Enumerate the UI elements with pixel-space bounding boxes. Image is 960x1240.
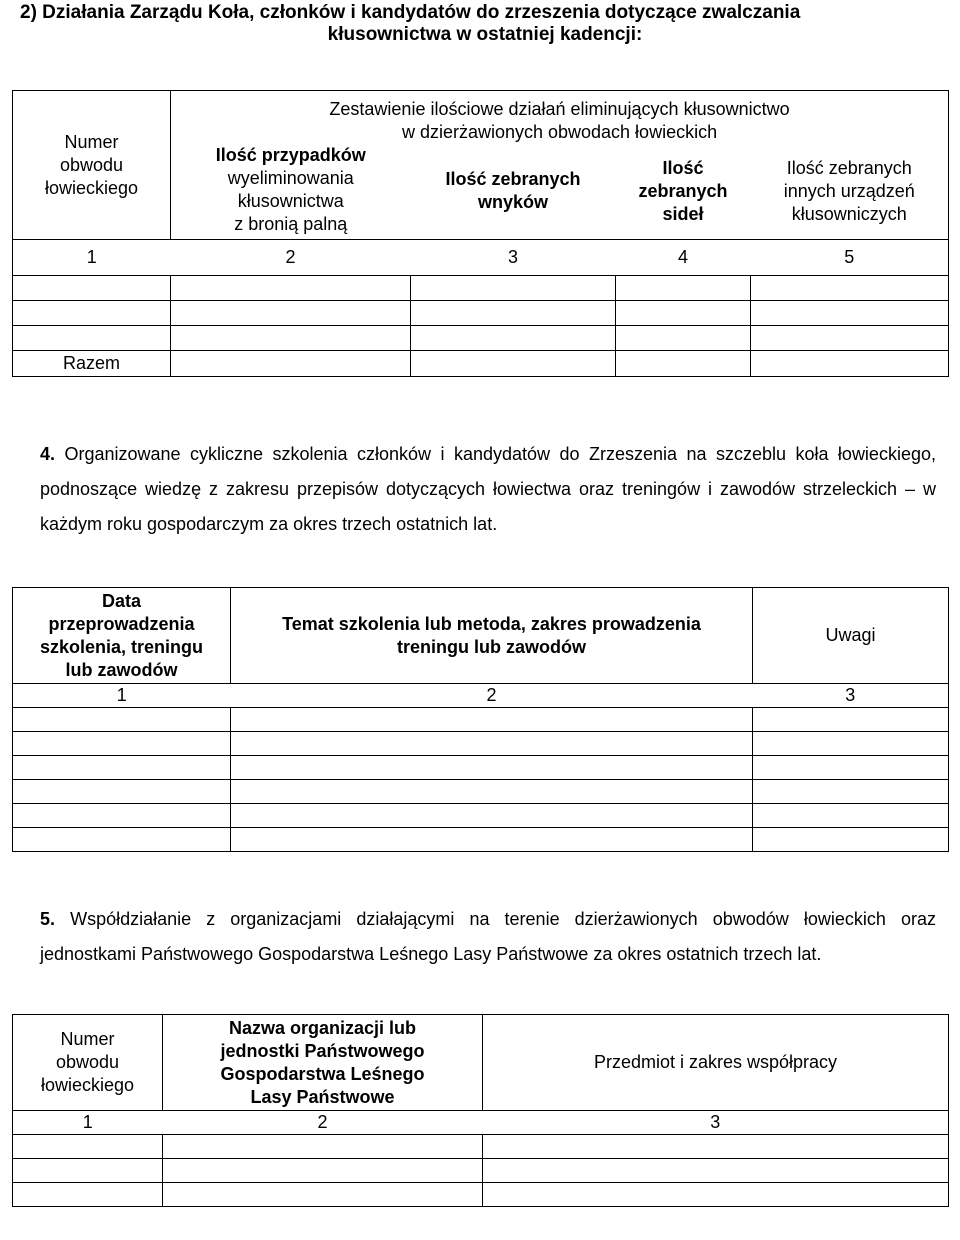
table-row (13, 301, 949, 326)
cell[interactable] (751, 351, 949, 377)
header-obwod-number: Numer obwodu łowieckiego (13, 1015, 163, 1111)
header-date: Data przeprowadzenia szkolenia, treningu lub zawodów (13, 588, 231, 684)
cell[interactable] (753, 708, 949, 732)
cell[interactable] (616, 351, 751, 377)
cell[interactable] (231, 804, 753, 828)
col-num-3: 3 (411, 240, 616, 276)
table-row (13, 326, 949, 351)
header-organization: Nazwa organizacji lub jednostki Państwowego Gospodarstwa Leśnego Lasy Państwowe (163, 1015, 483, 1111)
cell[interactable] (753, 828, 949, 852)
header-sidla: Ilość zebranych sideł (616, 144, 751, 240)
col-num-1: 1 (13, 240, 171, 276)
table-row (13, 732, 949, 756)
header-group-summary: Zestawienie ilościowe działań eliminujących kłusownictwo w dzierżawionych obwodach łowieckich (171, 91, 949, 144)
cell[interactable] (171, 301, 411, 326)
col-num-1: 1 (13, 684, 231, 708)
total-row (13, 351, 949, 377)
cell[interactable] (163, 1159, 483, 1183)
total-label: Razem (13, 351, 171, 377)
table-row (13, 780, 949, 804)
cell[interactable] (616, 301, 751, 326)
cell[interactable] (751, 326, 949, 351)
cell[interactable] (483, 1135, 949, 1159)
col-num-3: 3 (483, 1111, 949, 1135)
cell[interactable] (753, 804, 949, 828)
header-subject: Przedmiot i zakres współpracy (483, 1015, 949, 1111)
training-table (12, 587, 949, 852)
column-number-row (13, 684, 949, 708)
cell[interactable] (13, 780, 231, 804)
cell[interactable] (171, 351, 411, 377)
cell[interactable] (171, 276, 411, 301)
cell[interactable] (163, 1135, 483, 1159)
cell[interactable] (13, 301, 171, 326)
col-num-5: 5 (751, 240, 949, 276)
cell[interactable] (616, 276, 751, 301)
header-notes: Uwagi (753, 588, 949, 684)
table-row (13, 1159, 949, 1183)
cooperation-table (12, 1014, 949, 1207)
cell[interactable] (13, 756, 231, 780)
heading-line-1: 2) Działania Zarządu Koła, członków i kandydatów do zrzeszenia dotyczące zwalczania (20, 2, 801, 23)
cell[interactable] (231, 780, 753, 804)
cell[interactable] (163, 1183, 483, 1207)
table-row (13, 708, 949, 732)
cell[interactable] (13, 1135, 163, 1159)
cell[interactable] (483, 1159, 949, 1183)
cell[interactable] (483, 1183, 949, 1207)
col-num-4: 4 (616, 240, 751, 276)
cell[interactable] (751, 301, 949, 326)
cell[interactable] (13, 1159, 163, 1183)
cell[interactable] (411, 326, 616, 351)
cell[interactable] (753, 732, 949, 756)
cell[interactable] (13, 1183, 163, 1207)
col-num-2: 2 (171, 240, 411, 276)
cell[interactable] (231, 708, 753, 732)
cell[interactable] (231, 732, 753, 756)
table-row (13, 804, 949, 828)
cell[interactable] (13, 326, 171, 351)
header-firearm-cases: Ilość przypadków wyeliminowania kłusownictwa z bronią palną (171, 144, 411, 240)
table-row (13, 756, 949, 780)
section-4-number: 4. (40, 444, 56, 464)
column-number-row (13, 240, 949, 276)
table-row (13, 1183, 949, 1207)
cell[interactable] (13, 276, 171, 301)
table-row (13, 276, 949, 301)
col-num-2: 2 (231, 684, 753, 708)
cell[interactable] (753, 756, 949, 780)
table-row (13, 828, 949, 852)
cell[interactable] (411, 301, 616, 326)
cell[interactable] (13, 732, 231, 756)
heading-line-2: kłusownictwa w ostatniej kadencji: (327, 24, 643, 45)
header-topic: Temat szkolenia lub metoda, zakres prowadzenia treningu lub zawodów (231, 588, 753, 684)
table-row (13, 1135, 949, 1159)
header-other-devices: Ilość zebranych innych urządzeń kłusowniczych (751, 144, 949, 240)
col-num-2: 2 (163, 1111, 483, 1135)
section-4-paragraph (40, 437, 936, 542)
cell[interactable] (411, 276, 616, 301)
section-5-number: 5. (40, 909, 56, 929)
section-5-paragraph (40, 902, 936, 972)
section-5-text: Współdziałanie z organizacjami działającymi na terenie dzierżawionych obwodów łowieckich oraz jednostkami Państwowego Gospodarstwa Leśnego Lasy Państwowe za okres ostatnich trzech lat. (40, 909, 936, 964)
header-obwod-number: Numer obwodu łowieckiego (13, 91, 171, 240)
header-wnyki: Ilość zebranych wnyków (411, 144, 616, 240)
section-2-heading (20, 2, 920, 46)
poaching-table (12, 90, 949, 377)
cell[interactable] (231, 756, 753, 780)
cell[interactable] (753, 780, 949, 804)
cell[interactable] (411, 351, 616, 377)
col-num-3: 3 (753, 684, 949, 708)
cell[interactable] (13, 828, 231, 852)
cell[interactable] (231, 828, 753, 852)
cell[interactable] (13, 804, 231, 828)
column-number-row (13, 1111, 949, 1135)
col-num-1: 1 (13, 1111, 163, 1135)
cell[interactable] (171, 326, 411, 351)
cell[interactable] (751, 276, 949, 301)
section-4-text: Organizowane cykliczne szkolenia członków i kandydatów do Zrzeszenia na szczeblu koła łowieckiego, podnoszące wiedzę z zakresu przepisów dotyczących łowiectwa oraz treningów i zawodów strzeleckich – w każdym roku gospodarczym za okres trzech ostatnich lat. (40, 444, 936, 534)
cell[interactable] (616, 326, 751, 351)
cell[interactable] (13, 708, 231, 732)
